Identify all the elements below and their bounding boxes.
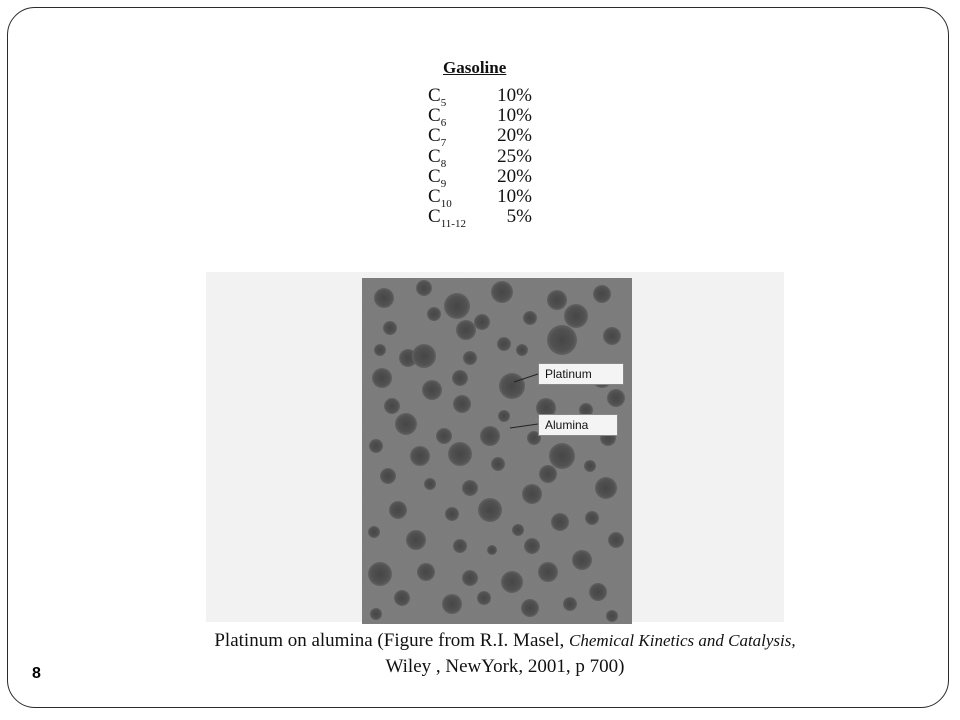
percent-value: 5%	[506, 206, 532, 228]
table-row	[428, 206, 538, 230]
percent-value: 20%	[497, 125, 532, 147]
carbon-symbol: C	[428, 85, 441, 106]
alumina-label: Alumina	[538, 414, 618, 436]
percent-value: 10%	[497, 85, 532, 106]
carbon-count: 9	[440, 177, 447, 190]
carbon-count: 5	[440, 96, 447, 109]
caption-prefix: Platinum on alumina (Figure from R.I. Masel,	[214, 630, 569, 651]
percent-value: 10%	[497, 185, 532, 207]
percent-value: 20%	[497, 165, 532, 187]
caption-book-title: Chemical Kinetics and Catalysis,	[568, 631, 796, 650]
gasoline-table	[428, 58, 538, 230]
carbon-symbol: C	[428, 105, 441, 127]
carbon-count: 7	[440, 137, 447, 150]
carbon-count: 10	[440, 197, 452, 210]
platinum-label: Platinum	[538, 363, 624, 385]
table-row	[428, 105, 538, 129]
caption-publisher: Wiley , NewYork, 2001, p 700)	[385, 656, 625, 677]
carbon-symbol: C	[428, 165, 441, 187]
carbon-symbol: C	[428, 206, 441, 228]
tem-micrograph-image	[362, 278, 632, 624]
table-row	[428, 125, 538, 150]
gasoline-title: Gasoline	[443, 58, 507, 77]
table-row	[428, 145, 538, 170]
table-row	[428, 85, 538, 109]
figure-caption	[160, 628, 850, 680]
carbon-symbol: C	[428, 185, 441, 207]
carbon-symbol: C	[428, 145, 441, 167]
percent-value: 25%	[497, 145, 532, 167]
table-row	[428, 165, 538, 190]
page-number: 8	[32, 665, 41, 682]
carbon-count: 8	[440, 157, 447, 170]
carbon-count: 6	[440, 116, 447, 129]
table-row	[428, 185, 538, 210]
carbon-count: 11-12	[440, 217, 466, 230]
carbon-symbol: C	[428, 125, 441, 147]
percent-value: 10%	[497, 105, 532, 127]
